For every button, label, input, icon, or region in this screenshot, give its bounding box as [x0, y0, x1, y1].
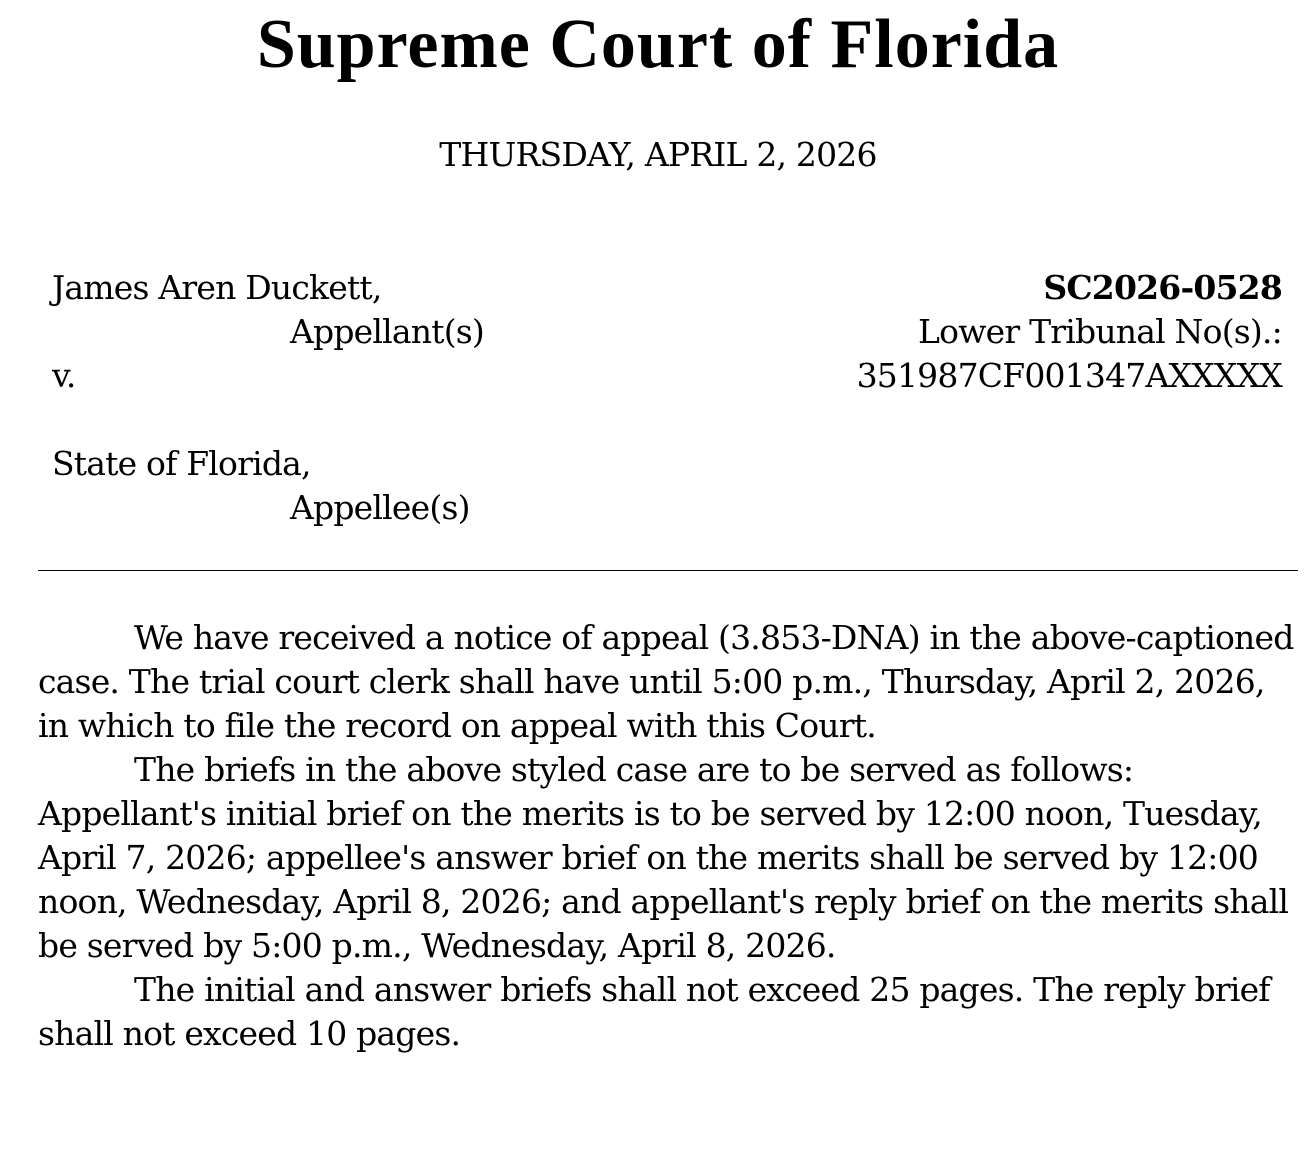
order-paragraph-briefing-schedule: The briefs in the above styled case are to be served as follows: Appellant's initial brief on the merits is to be served by 12:00 noon, Tuesday, April 7, 2026; appellee's answer brief on the merits shall be served by 12:00 noon, Wednesday, April 8, 2026; and appellant's reply brief on the merits shall be served by 5:00 p.m., Wednesday, April 8, 2026.	[38, 750, 1289, 965]
versus-label: v.	[52, 356, 76, 395]
appellee-role: Appellee(s)	[290, 488, 470, 527]
order-paragraph-record: We have received a notice of appeal (3.853-DNA) in the above-captioned case. The trial court clerk shall have until 5:00 p.m., Thursday, April 2, 2026, in which to file the record on appeal with this Court.	[38, 618, 1294, 745]
case-number: SC2026-0528	[1043, 268, 1282, 307]
caption-divider	[38, 570, 1298, 571]
order-date: THURSDAY, APRIL 2, 2026	[439, 135, 877, 174]
appellant-role: Appellant(s)	[290, 312, 484, 351]
lower-tribunal-number: 351987CF001347AXXXXX	[856, 356, 1282, 395]
appellee-name: State of Florida,	[52, 444, 311, 483]
appellant-name: James Aren Duckett,	[52, 268, 382, 307]
order-paragraph-page-limits: The initial and answer briefs shall not exceed 25 pages. The reply brief shall not exceed 10 pages.	[38, 970, 1270, 1053]
court-title: Supreme Court of Florida	[256, 6, 1060, 83]
lower-tribunal-label: Lower Tribunal No(s).:	[918, 312, 1282, 351]
order-body	[38, 616, 1300, 1056]
